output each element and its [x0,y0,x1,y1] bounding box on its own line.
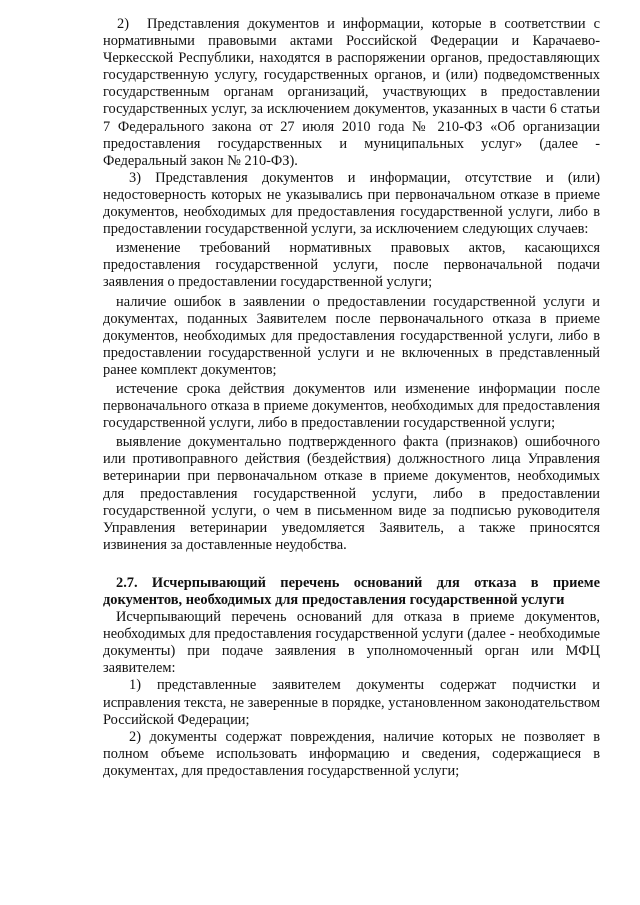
item-3-number: 3) [129,169,141,186]
section-intro: Исчерпывающий перечень оснований для отказа в приеме документов, необходимых для предоставления государственной услуги (далее - необходимые документы) при подаче заявления в уполномоченный орган или МФЦ заявителем: [103,609,600,677]
document-page [103,16,600,780]
item-2-text: Представления документов и информации, которые в соответствии с нормативными правовыми актами Российской Федерации и Карачаево-Черкесской Республики, находятся в распоряжении органов, предоставляющих государственную услугу, государственных органов, и (или) подведомственных государственным органам организаций, участвующих в предоставлении государственных услуг, за исключением документов, указанных в части 6 статьи 7 Федерального закона от 27 июля 2010 года № 210-ФЗ «Об организации предоставления государственных и муниципальных услуг» (далее - Федеральный закон № 210-ФЗ). [103,16,600,169]
item-3-text: Представления документов и информации, отсутствие и (или) недостоверность которых не указывались при первоначальном отказе в приеме документов, необходимых для предоставления государственной услуги, либо в предоставлении государственной услуги, за исключением следующих случаев: [103,169,600,238]
case-paragraph: выявление документально подтвержденного факта (признаков) ошибочного или противоправного действия (бездействия) должностного лица Управления ветеринарии при первоначальном отказе в приеме документов, необходимых для предоставления государственной услуги, либо в предоставлении государственной услуги, о чем в письменном виде за подписью руководителя Управления ветеринарии уведомляется Заявитель, а также приносятся извинения за доставленные неудобства. [103,434,600,553]
ground-2-number: 2) [129,728,141,745]
item-3-paragraph [103,170,600,238]
ground-2-text: документы содержат повреждения, наличие которых не позволяет в полном объеме использовать информацию и сведения, содержащиеся в документах, для предоставления государственной услуги; [103,728,600,779]
case-paragraph: изменение требований нормативных правовых актов, касающихся предоставления государственной услуги, после первоначальной подачи заявления о предоставлении государственной услуги; [103,240,600,291]
case-paragraph: наличие ошибок в заявлении о предоставлении государственной услуги и документах, поданных Заявителем после первоначального отказа в приеме документов, необходимых для предоставления государственной услуги, либо в предоставлении государственной услуги и не включенных в представленный ранее комплект документов; [103,293,600,378]
item-2-paragraph [103,16,600,170]
ground-1-paragraph [103,677,600,728]
ground-2-paragraph [103,729,600,780]
ground-1-number: 1) [129,677,141,694]
ground-1-text: представленные заявителем документы содержат подчистки и исправления текста, не заверенные в порядке, установленном законодательством Российской Федерации; [103,677,600,728]
case-paragraph: истечение срока действия документов или изменение информации после первоначального отказа в приеме документов, необходимых для предоставления государственной услуги, либо в предоставлении государственной услуги; [103,380,600,432]
section-heading: 2.7. Исчерпывающий перечень оснований для отказа в приеме документов, необходимых для предоставления государственной услуги [103,574,600,608]
item-2-number: 2) [117,16,129,32]
